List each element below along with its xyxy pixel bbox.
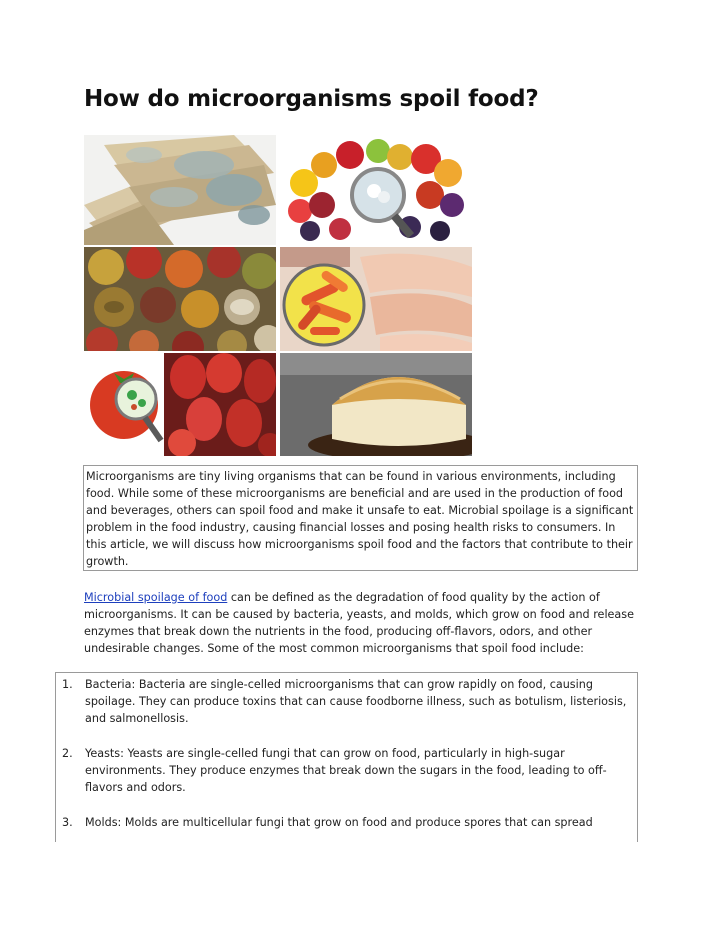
microbial-spoilage-link[interactable]: Microbial spoilage of food: [84, 591, 228, 604]
list-text: Molds: Molds are multicellular fungi that grow on food and produce spores that can spread: [85, 816, 593, 829]
spoilage-definition-paragraph: [84, 589, 639, 657]
fruits-magnifier-image: [280, 135, 472, 245]
microorganism-list: [55, 672, 638, 842]
list-number: 2.: [62, 747, 73, 760]
intro-paragraph-box: [83, 465, 638, 571]
image-collage: [84, 135, 472, 456]
intro-paragraph: Microorganisms are tiny living organisms that can be found in various environments, including food. While some of these microorganisms are beneficial and are used in the production of food and beverages, others can spoil food and make it unsafe to eat. Microbial spoilage is a significant problem in the food industry, causing financial losses and posing health risks to consumers. In this article, we will discuss how microorganisms spoil food and the factors that contribute to their growth.: [86, 470, 634, 569]
list-text: Yeasts: Yeasts are single-celled fungi that can grow on food, particularly in high-sugar environments. They produce enzymes that break down the sugars in the food, leading to off-flavors and odors.: [85, 747, 607, 795]
page-title: How do microorganisms spoil food?: [84, 86, 539, 112]
bread-bun-image: [280, 353, 472, 456]
list-text: Bacteria: Bacteria are single-celled microorganisms that can grow rapidly on food, causing spoilage. They can produce toxins that can cause foodborne illness, such as botulism, listeriosis, and salmonellosis.: [85, 678, 627, 726]
bacteria-meat-image: [280, 247, 472, 351]
moldy-bread-image: [84, 135, 276, 245]
spoilage-definition-text: can be defined as the degradation of food quality by the action of microorganisms. It can be caused by bacteria, yeasts, and molds, which grow on food and release enzymes that break down the nutrients in the food, producing off-flavors, odors, and other undesirable changes. Some of the most common microorganisms that spoil food include:: [84, 591, 635, 656]
tomato-strawberries-image: [84, 353, 276, 456]
list-number: 3.: [62, 816, 73, 829]
rotting-fruit-image: [84, 247, 276, 351]
list-number: 1.: [62, 678, 73, 691]
